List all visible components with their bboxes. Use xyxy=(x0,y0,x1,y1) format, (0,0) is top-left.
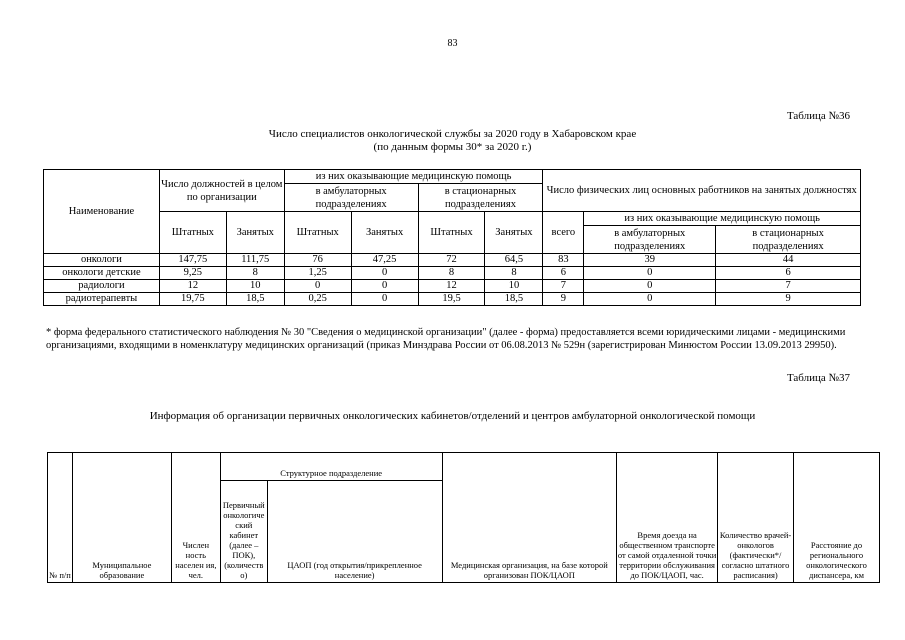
cell: онкологи детские xyxy=(44,267,160,280)
oncology-organization-table xyxy=(47,452,880,583)
cell: 9 xyxy=(543,293,584,306)
header-travel-time: Время доезда на общественном транспорте от самой отдаленной точки территории обслуживания до ПОК/ЦАОП, час. xyxy=(617,453,718,583)
page-number: 83 xyxy=(447,38,458,49)
cell: 0 xyxy=(351,280,418,293)
cell: 10 xyxy=(226,280,284,293)
header-occupied: Занятых xyxy=(226,212,284,254)
header-occupied: Занятых xyxy=(485,212,543,254)
table-row xyxy=(44,254,861,267)
cell: 8 xyxy=(485,267,543,280)
table-row xyxy=(44,280,861,293)
header-doctors: Количество врачей-онкологов (фактически*/ согласно штатного расписания) xyxy=(718,453,794,583)
header-med-org: Медицинская организация, на базе которой организован ПОК/ЦАОП xyxy=(442,453,617,583)
cell: 0,25 xyxy=(284,293,351,306)
cell: 0 xyxy=(351,267,418,280)
cell: онкологи xyxy=(44,254,160,267)
table37-title: Информация об организации первичных онкологических кабинетов/отделений и центров амбулаторной онкологической помощи xyxy=(149,410,756,422)
header-total: всего xyxy=(543,212,584,254)
table36-label: Таблица №36 xyxy=(786,110,850,122)
header-phys-medical-help: из них оказывающие медицинскую помощь xyxy=(584,212,861,226)
table36-title-line1: Число специалистов онкологической службы за 2020 году в Хабаровском крае xyxy=(268,128,637,140)
header-phys-stationary: в стационарных подразделениях xyxy=(716,226,861,254)
specialists-table xyxy=(43,169,861,306)
cell: радиотерапевты xyxy=(44,293,160,306)
cell: 7 xyxy=(543,280,584,293)
cell: 12 xyxy=(418,280,485,293)
cell: 72 xyxy=(418,254,485,267)
cell: 8 xyxy=(226,267,284,280)
header-stationary: в стационарных подразделениях xyxy=(418,184,543,212)
header-staff: Штатных xyxy=(418,212,485,254)
header-occupied: Занятых xyxy=(351,212,418,254)
header-staff: Штатных xyxy=(159,212,226,254)
cell: 64,5 xyxy=(485,254,543,267)
header-num: № п/п xyxy=(48,453,73,583)
cell: 0 xyxy=(584,267,716,280)
cell: 6 xyxy=(716,267,861,280)
cell: 147,75 xyxy=(159,254,226,267)
cell: 9,25 xyxy=(159,267,226,280)
cell: 12 xyxy=(159,280,226,293)
table36-title xyxy=(0,128,905,154)
cell: радиологи xyxy=(44,280,160,293)
cell: 18,5 xyxy=(226,293,284,306)
cell: 19,75 xyxy=(159,293,226,306)
cell: 0 xyxy=(351,293,418,306)
cell: 0 xyxy=(284,280,351,293)
cell: 19,5 xyxy=(418,293,485,306)
cell: 47,25 xyxy=(351,254,418,267)
cell: 76 xyxy=(284,254,351,267)
cell: 10 xyxy=(485,280,543,293)
cell: 6 xyxy=(543,267,584,280)
header-medical-help: из них оказывающие медицинскую помощь xyxy=(284,170,543,184)
cell: 44 xyxy=(716,254,861,267)
header-population: Числен ность населен ия, чел. xyxy=(171,453,220,583)
header-physical-persons: Число физических лиц основных работников на занятых должностях xyxy=(543,170,861,212)
header-caop: ЦАОП (год открытия/прикрепленное население) xyxy=(267,481,442,583)
table36-title-line2: (по данным формы 30* за 2020 г.) xyxy=(373,141,532,153)
cell: 18,5 xyxy=(485,293,543,306)
cell: 9 xyxy=(716,293,861,306)
header-total-positions: Число должностей в целом по организации xyxy=(159,170,284,212)
cell: 0 xyxy=(584,280,716,293)
header-ambulatory: в амбулаторных подразделениях xyxy=(284,184,418,212)
header-staff: Штатных xyxy=(284,212,351,254)
footnote: * форма федерального статистического наблюдения № 30 "Сведения о медицинской организации" (далее - форма) предоставляется всеми юридическими лицами - медицинскими организациями, входящими в номенклатуру медицинских организаций (приказ Минздрава России от 06.08.2013 № 529н (зарегистрирован Минюстом России 13.09.2013 29950). xyxy=(46,327,846,351)
cell: 39 xyxy=(584,254,716,267)
header-phys-ambulatory: в амбулаторных подразделениях xyxy=(584,226,716,254)
table-row xyxy=(44,267,861,280)
cell: 83 xyxy=(543,254,584,267)
cell: 7 xyxy=(716,280,861,293)
header-name: Наименование xyxy=(44,170,160,254)
header-municipality: Муниципальное образование xyxy=(72,453,171,583)
header-pok: Первичный онкологиче ский кабинет (далее – ПОК), (количеств о) xyxy=(220,481,267,583)
header-structural-unit: Структурное подразделение xyxy=(220,453,442,481)
cell: 111,75 xyxy=(226,254,284,267)
table37-label: Таблица №37 xyxy=(786,372,850,384)
table-row xyxy=(44,293,861,306)
cell: 0 xyxy=(584,293,716,306)
header-distance: Расстояние до регионального онкологического диспансера, км xyxy=(794,453,880,583)
cell: 1,25 xyxy=(284,267,351,280)
cell: 8 xyxy=(418,267,485,280)
